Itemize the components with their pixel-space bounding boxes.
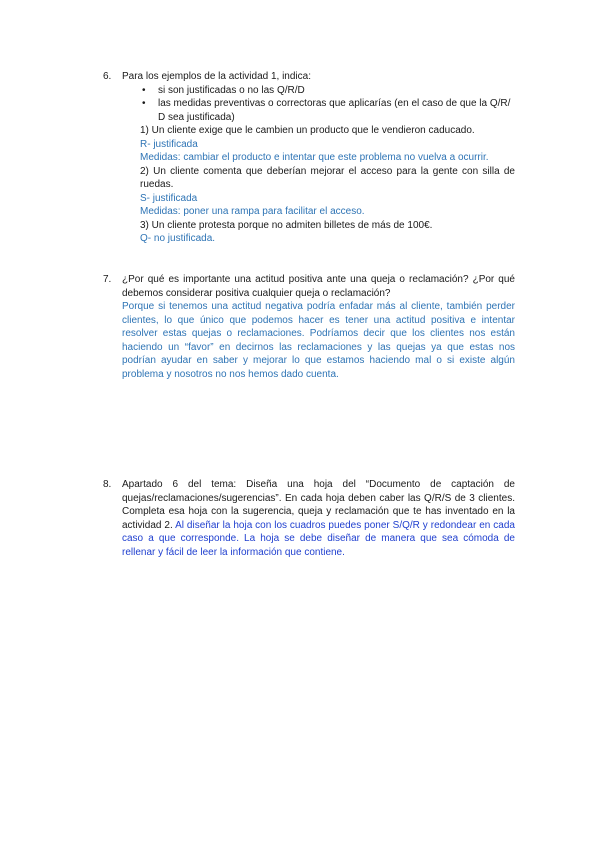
- bullet-item: • las medidas preventivas o correctoras que aplicarías (en el caso de que la Q/R/ D sea justificada): [146, 97, 515, 124]
- question-prompt: Para los ejemplos de la actividad 1, indica:: [122, 71, 311, 82]
- question-number: 6.: [103, 71, 112, 82]
- case-statement: 3) Un cliente protesta porque no admiten billetes de más de 100€.: [140, 219, 433, 231]
- case-answer-type: Q- no justificada.: [140, 233, 216, 244]
- case-statement: 1) Un cliente exige que le cambien un producto que le vendieron caducado.: [140, 125, 475, 136]
- answer-text: Al diseñar la hoja con los cuadros puedes poner S/Q/R y redondear en cada caso a que corresponde. La hoja se debe diseñar de manera que sea cómoda de rellenar y fácil de leer la información que contiene.: [122, 519, 515, 558]
- bullet-list: [122, 84, 515, 125]
- question-number: 7.: [103, 274, 112, 285]
- question-prompt: ¿Por qué es importante una actitud positiva ante una queja o reclamación? ¿Por qué debemos considerar positiva cualquier queja o reclamación?: [122, 274, 515, 299]
- case-measures: Medidas: cambiar el producto e intentar que este problema no vuelva a ocurrir.: [140, 152, 489, 163]
- question-number: 8.: [103, 479, 112, 490]
- question-prompt-and-answer: [122, 478, 515, 559]
- question-8: [103, 478, 515, 559]
- bullet-item: • si son justificadas o no las Q/R/D: [146, 84, 515, 98]
- question-7: [103, 273, 515, 381]
- case-statement: 2) Un cliente comenta que deberían mejorar el acceso para la gente con silla de ruedas.: [140, 165, 515, 190]
- case-answer-type: R- justificada: [140, 138, 198, 150]
- answer-text: Porque si tenemos una actitud negativa podría enfadar más al cliente, también perder clientes, lo que único que podemos hacer es tener una actitud positiva e intentar resolver estas quejas o reclamaciones. Podríamos decir que los clientes nos están haciendo un “favor” en decirnos las reclamaciones y las quejas ya que estas nos podrían ayudar en saber y mejorar lo que estamos haciendo mal o si existe algún problema y nosotros no nos hemos dado cuenta.: [122, 301, 515, 380]
- case-answer-type: S- justificada: [140, 192, 198, 204]
- question-prompt: Apartado 6 del tema: Diseña una hoja del “Documento de captación de quejas/reclamaciones/sugerencias”. En cada hoja deben caber las Q/R/S de 3 clientes. Completa esa hoja con la sugerencia, queja y reclamación que te has inventado en la actividad 2.: [122, 479, 515, 531]
- case-measures: Medidas: poner una rampa para facilitar el acceso.: [140, 206, 365, 217]
- question-6: [103, 70, 515, 246]
